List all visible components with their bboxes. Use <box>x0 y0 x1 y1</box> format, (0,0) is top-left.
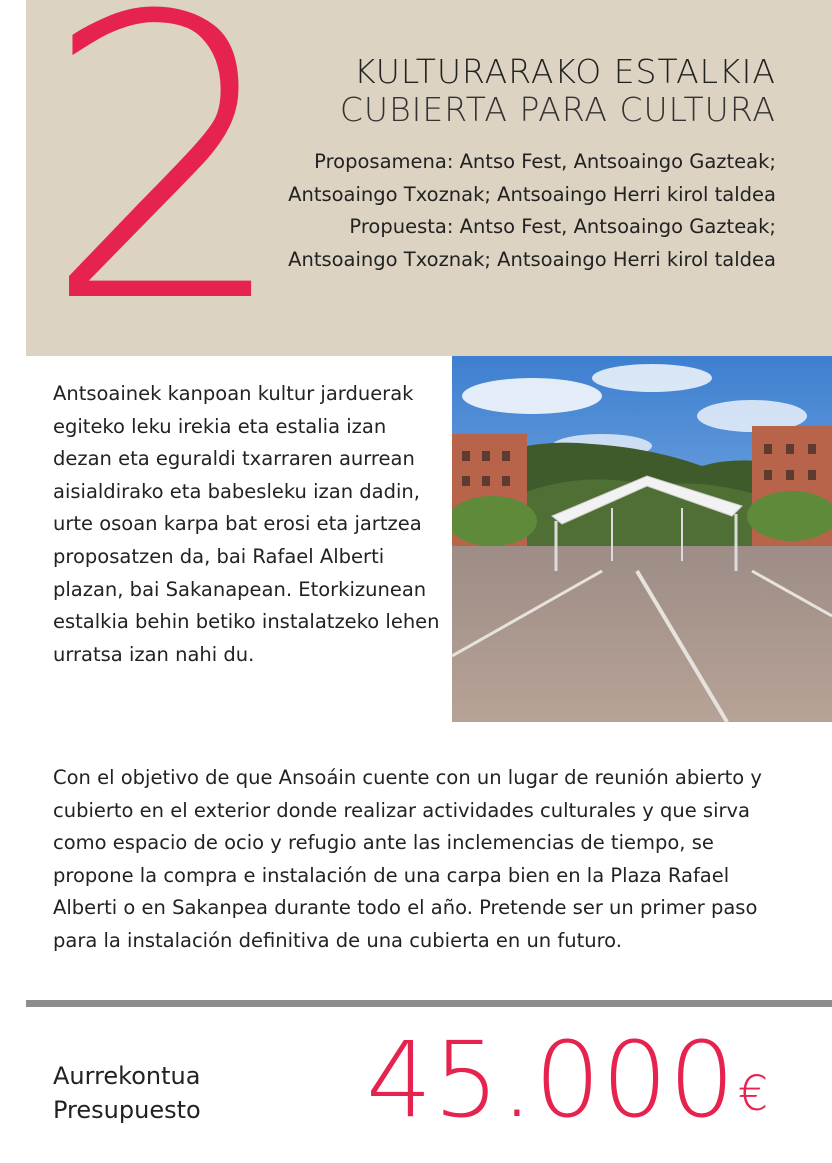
budget-label-spanish: Presupuesto <box>53 1096 201 1124</box>
currency-symbol: € <box>737 1066 770 1122</box>
proposers-block <box>256 146 776 276</box>
proposers-basque: Proposamena: Antso Fest, Antsoaingo Gazteak; Antsoaingo Txoznak; Antsoaingo Herri kirol taldea <box>288 150 776 206</box>
budget-amount <box>366 1010 769 1150</box>
section-number: 2 <box>42 0 281 388</box>
budget-label-basque: Aurrekontua <box>53 1062 201 1090</box>
description-spanish: Con el objetivo de que Ansoáin cuente con un lugar de reunión abierto y cubierto en el exterior donde realizar actividades culturales y que sirva como espacio de ocio y refugio ante las inclemencias de tiempo, se propone la compra e instalación de una carpa bien en la Plaza Rafael Alberti o en Sakanpea durante todo el año. Pretende ser un primer paso para la instalación definitiva de una cubierta en un futuro. <box>53 766 762 952</box>
proposers-spanish: Propuesta: Antso Fest, Antsoaingo Gazteak; Antsoaingo Txoznak; Antsoaingo Herri kirol taldea <box>288 215 776 271</box>
tent-photo <box>452 356 832 722</box>
divider <box>26 1000 832 1007</box>
title-spanish: CUBIERTA PARA CULTURA <box>339 90 776 129</box>
description-basque: Antsoainek kanpoan kultur jarduerak egiteko leku irekia eta estalia izan dezan eta eguraldi txarraren aurrean aisialdirako eta babesleku izan dadin, urte osoan karpa bat erosi eta jartzea proposatzen da, bai Rafael Alberti plazan, bai Sakanapean. Etorkizunean estalkia behin betiko instalatzeko lehen urratsa izan nahi du. <box>53 382 440 666</box>
title-basque: KULTURARAKO ESTALKIA <box>354 52 776 91</box>
budget-label <box>53 1059 201 1127</box>
budget-amount-value: 45.000 <box>366 1019 736 1141</box>
